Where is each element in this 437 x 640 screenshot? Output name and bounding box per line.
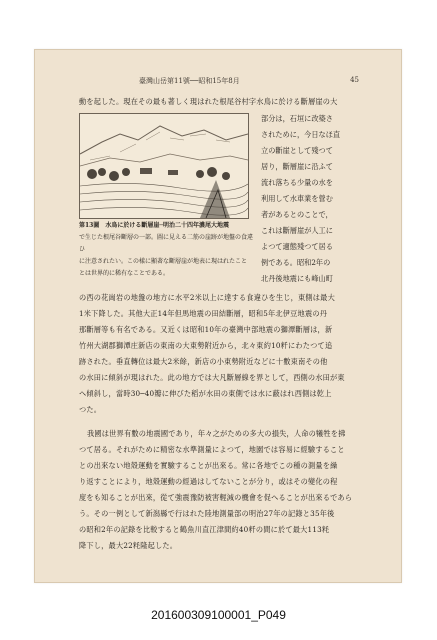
side-line: されために，今日なほ直 (261, 130, 341, 139)
body-line: つて居る。それがために精密な水準測量によつて，地園では容易に經驗すること (79, 445, 345, 454)
archive-id-caption: 201600309100001_P049 (151, 608, 286, 622)
first-line: 動を起した。現在その最も著しく現はれた根尾谷村字水鳥に於ける斷層崖の大 (79, 97, 338, 106)
landscape-illustration (79, 113, 249, 219)
side-line: 居り，斷層崖に沿ふて (261, 162, 333, 171)
body-line: の昭和2年の記錄を比較すると鶴魚川直江津間約40粁の間に於て最大113粍 (79, 525, 330, 534)
body-line: 那斷層等も有名である。又近くは昭和10年の臺灣中部地震の獅潭斷層は，新 (79, 325, 333, 334)
side-line: 部分は，石垣に改築さ (261, 114, 333, 123)
body-line: 1米下降した。其他大正14年但馬地震の田結斷層，昭和5年北伊豆地震の丹 (79, 309, 328, 318)
side-line: 利用して水車業を營む (261, 194, 333, 203)
body-line: り返すことにより，地殼運動の經過はしてないことが分り，或はその變化の程 (79, 477, 338, 486)
body-line: つた。 (79, 405, 102, 414)
side-line: 流れ落ちる少量の水を (261, 178, 333, 187)
body-line: の水田に傾斜が現はれた。此の地方では大凡斷層線を界として，西側の水田が東 (79, 373, 345, 382)
figure-caption-line: に注意されたい。この樣に顯著な斷層崖が地表に現はれたこと (79, 258, 248, 265)
running-header (35, 76, 401, 88)
body-line: 竹州大湖郡獅潭庄新店の東南の大東勢附近から，北々東約10粁にわたつて追 (79, 341, 333, 350)
side-line: 北丹後地震にも峰山町 (261, 274, 333, 283)
body-line: 跡された。垂直轉位は最大2米餘，新店の小東勢附近などに十數束南その他 (79, 357, 328, 366)
body-line: う。その一例として新潟縣で行はれた陸地測量部の明治27年の記錄と35年後 (79, 509, 335, 518)
figure-caption-line: とは世界的に稀有なことである。 (79, 270, 170, 277)
side-line: 立の斷崖として殘つて (261, 146, 333, 155)
mountain-scene-image (80, 114, 248, 218)
body-line: へ傾斜し，當時30─40瓣に伸びた稻が水田の東側では水に蔽はれ西側は乾上 (79, 389, 332, 398)
figure-caption-line: で生じた根尾谷斷層の一部。圖に見える二筋の崖跡が地盤の食違ひ (79, 234, 254, 253)
figure-caption (79, 220, 257, 280)
side-line: 例である。昭和2年の (261, 258, 331, 267)
body-line: との出來ない地殼運動を實驗することが出來る。常に各地でこの種の測量を繰 (79, 461, 338, 470)
book-page (34, 49, 402, 583)
body-line: 我國は世界有數の地震國であり，年々之がための多大の損失，人命の犧牲を拂 (87, 429, 346, 438)
header-title: 臺灣山岳第11號──昭和15年8月 (139, 77, 240, 85)
page-number: 45 (350, 76, 359, 84)
body-line: 度をも知ることが出來，從て強震豫防被害輕減の機會を促へることが出來るであら (79, 493, 353, 502)
body-line: 降下し，最大22粍隆起した。 (79, 541, 178, 550)
body-line: の西の花崗岩の地盤の地方に水平2米以上に達する食違ひを生じ，東側は最大 (79, 293, 335, 302)
side-line: よつて適態殘つて居る (261, 242, 333, 251)
side-line: 者があるとのことで， (261, 210, 333, 219)
figure-caption-line: 第13圖 水鳥に於ける斷層崖─明治二十四年濃尾大地震 (79, 222, 229, 229)
side-line: これは斷層崖が人工に (261, 226, 333, 235)
